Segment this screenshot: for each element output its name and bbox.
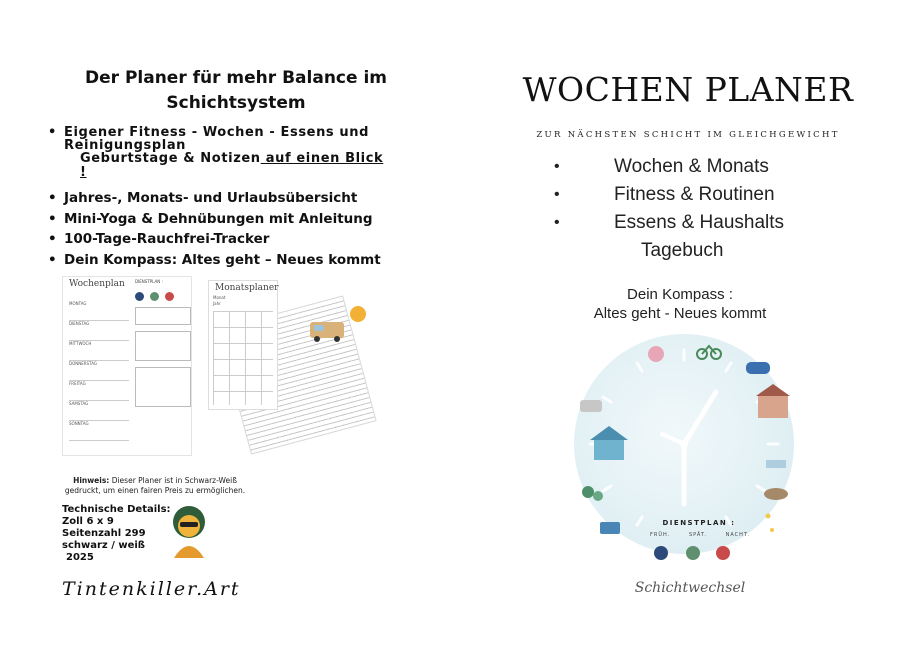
bed-icon [766,460,786,468]
cover-feature-item: • Essens & Haushalts [540,209,850,237]
cover-feature-continuation: Tagebuch [641,240,724,261]
cover-feature-list [540,153,850,265]
at-a-glance-text: auf einen Blick ! [80,151,384,180]
notes-box [135,367,191,407]
cover-feature-item: • Wochen & Monats [540,153,850,181]
tech-color: schwarz / weiß [62,540,145,551]
feature-item: • Jahres-, Monats- und Urlaubsübersicht [48,188,388,209]
cover-subtitle: ZUR NÄCHSTEN SCHICHT IM GLEICHGEWICHT [536,130,840,140]
feature-line-2: Reinigungsplan [64,138,187,153]
day-row: DONNERSTAG [69,361,129,381]
tech-heading: Technische Details: [62,504,171,515]
monthplan-title: Monatsplaner [215,283,279,293]
shift-dot-early [654,546,668,560]
shift-dot-mini [135,292,144,301]
feature-item: • Dein Kompass: Altes geht – Neues kommt [48,250,388,271]
avatar-illustration-icon [168,504,210,558]
dienstplan-mini-label: DIENSTPLAN : [135,279,163,284]
kompass-line-2: Altes geht - Neues kommt [593,305,767,322]
monthplan-preview [208,280,278,410]
cottage-icon [590,426,628,460]
kompass-text [560,285,800,323]
day-row: SAMSTAG [69,401,129,421]
hint-label: Hinweis: [73,476,110,485]
pot-icon [580,400,602,412]
day-row: FREITAG [69,381,129,401]
rose-icon [648,346,664,362]
hint-text: Dieser Planer ist in Schwarz-Weiß gedruckt, um einen fairen Preis zu ermöglichen. [64,476,246,495]
plant-icon [582,486,603,501]
shift-label-late: SPÄT. [688,532,707,538]
print-hint [60,476,250,496]
shift-label-night: NACHT. [725,532,750,538]
year-label: Jahr [213,301,221,306]
day-row: MONTAG [69,301,129,321]
weekplan-days [69,301,129,441]
month-label: Monat [213,295,226,300]
tech-year: 2025 [66,552,94,563]
day-row: SONNTAG [69,421,129,441]
shift-dots-mini [135,292,191,301]
day-row: DIENSTAG [69,321,129,341]
scale-icon [600,522,620,534]
brand-signature: Tintenkiller.Art [62,578,241,600]
shift-dot-mini [165,292,174,301]
feature-item: • Mini-Yoga & Dehnübungen mit Anleitung [48,209,388,230]
feature-line-1: Eigener Fitness - Wochen - Essens und [64,125,370,140]
tech-pages: Seitenzahl 299 [62,528,146,539]
shift-dot-night [716,546,730,560]
feature-item: • 100-Tage-Rauchfrei-Tracker [48,229,388,250]
shift-labels [650,532,750,538]
feature-line-3 [64,152,388,180]
weekplan-preview [62,276,192,456]
cover-feature-item: • Fitness & Routinen [540,181,850,209]
star-icon [766,514,775,533]
dienstplan-label: DIENSTPLAN : [662,519,736,527]
shift-dot-late [686,546,700,560]
house-icon [756,384,790,418]
car-icon [746,362,770,374]
weekplan-sidebar [135,279,191,407]
feature-list-primary [48,126,388,180]
tech-size: Zoll 6 x 9 [62,516,114,527]
bicycle-icon [697,346,721,359]
technical-details [62,504,171,564]
feature-list-secondary [48,188,388,270]
shift-label-early: FRÜH. [650,532,671,538]
notes-box [135,331,191,361]
day-row: MITTWOCH [69,341,129,361]
cover-title: WOCHEN PLANER [522,70,854,109]
cover-signature: Schichtwechsel [634,580,746,596]
birthdays-text: Geburtstage & Notizen [80,151,261,166]
left-page-title: Der Planer für mehr Balance im Schichtsystem [85,68,387,113]
van-illustration-icon [300,300,370,350]
kompass-line-1: Dein Kompass : [627,286,733,303]
shift-dot-mini [150,292,159,301]
month-grid [213,311,273,405]
notes-box [135,307,191,325]
weekplan-title: Wochenplan [69,279,125,289]
sloth-icon [764,488,788,500]
feature-item-fitness [48,126,388,180]
